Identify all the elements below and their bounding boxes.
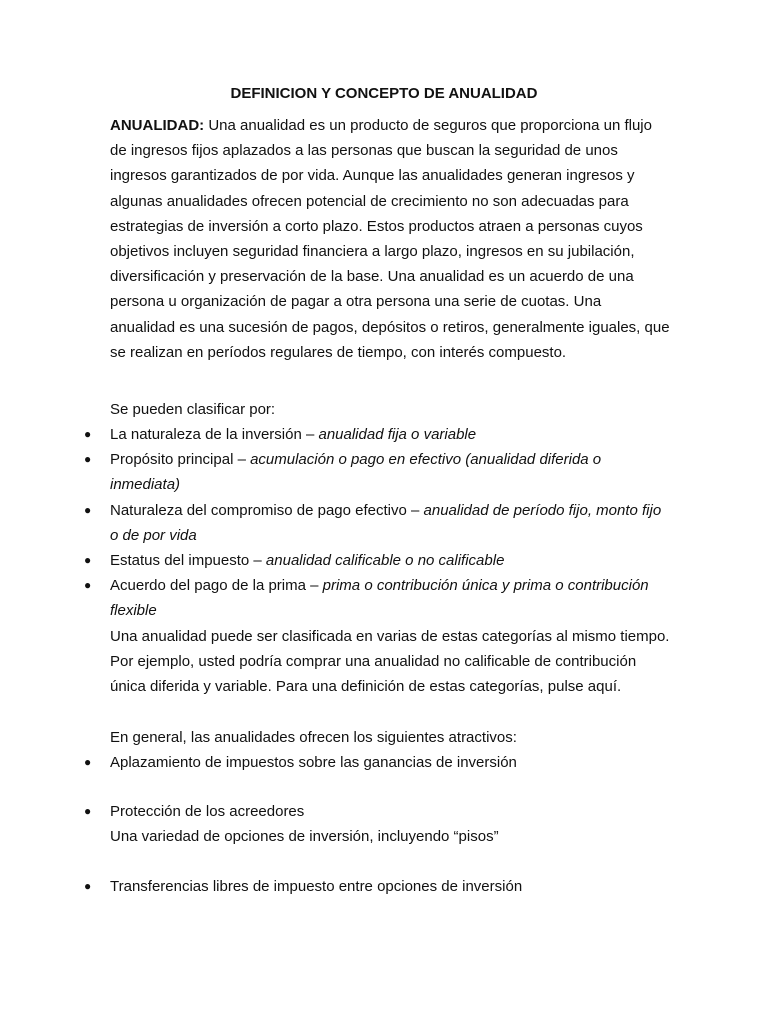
- bullet-icon: ●: [84, 879, 92, 893]
- attractions-lead: En general, las anualidades ofrecen los siguientes atractivos:: [110, 729, 517, 746]
- list-item-text: [110, 498, 670, 548]
- intro-text: Una anualidad es un producto de seguros que proporciona un flujo de ingresos fijos aplazados a las personas que buscan la seguridad de unos ingresos garantizados de por vida. Aunque las anualidades generan ingresos y algunas anualidades ofrecen potencial de crecimiento no son adecuadas para estrategias de inversión a corto plazo. Estos productos atraen a personas cuyos objetivos incluyen seguridad financiera a largo plazo, ingresos en su jubilación, diversificación y preservación de la base. Una anualidad es un acuerdo de una persona u organización de pagar a otra persona una serie de cuotas. Una anualidad es una sucesión de pagos, depósitos o retiros, generalmente iguales, que se realizan en períodos regulares de tiempo, con interés compuesto.: [110, 117, 670, 361]
- list-item-text: Transferencias libres de impuesto entre opciones de inversión: [110, 878, 523, 895]
- classification-label: Estatus del impuesto –: [110, 552, 266, 569]
- classification-value: anualidad calificable o no calificable: [265, 552, 505, 569]
- list-item-text: [110, 422, 670, 447]
- classification-label: Propósito principal –: [110, 451, 251, 468]
- list-item-text: [110, 573, 670, 623]
- list-item-text: Protección de los acreedores: [110, 803, 305, 820]
- classification-label: Acuerdo del pago de la prima –: [110, 577, 323, 594]
- bullet-icon: ●: [84, 578, 92, 592]
- variety-paragraph: Una variedad de opciones de inversión, incluyendo “pisos”: [110, 828, 499, 845]
- bullet-icon: ●: [84, 427, 92, 441]
- bullet-icon: ●: [84, 755, 92, 769]
- classification-label: Naturaleza del compromiso de pago efectivo –: [110, 502, 424, 519]
- bullet-icon: ●: [84, 503, 92, 517]
- list-item-text: Aplazamiento de impuestos sobre las ganancias de inversión: [110, 754, 517, 771]
- classification-value: prima o contribución única y prima o contribución flexible: [110, 577, 649, 620]
- classification-label: La naturaleza de la inversión –: [110, 426, 319, 443]
- list-item-text: [110, 548, 670, 573]
- classification-value: anualidad fija o variable: [318, 426, 477, 443]
- list-item-text: [110, 447, 670, 497]
- bullet-icon: ●: [84, 804, 92, 818]
- multi-category-paragraph: Una anualidad puede ser clasificada en varias de estas categorías al mismo tiempo. Por ejemplo, usted podría comprar una anualidad no calificable de contribución única diferida y variable. Para una definición de estas categorías, pulse aquí.: [110, 628, 670, 696]
- intro-term: ANUALIDAD:: [110, 117, 205, 134]
- classification-value: acumulación o pago en efectivo (anualidad diferida o inmediata): [110, 451, 602, 494]
- classify-lead: Se pueden clasificar por:: [110, 401, 276, 418]
- classification-value: anualidad de período fijo, monto fijo o de por vida: [110, 502, 662, 545]
- bullet-icon: ●: [84, 553, 92, 567]
- page-title: DEFINICION Y CONCEPTO DE ANUALIDAD: [230, 85, 538, 102]
- bullet-icon: ●: [84, 452, 92, 466]
- intro-paragraph: [110, 113, 670, 365]
